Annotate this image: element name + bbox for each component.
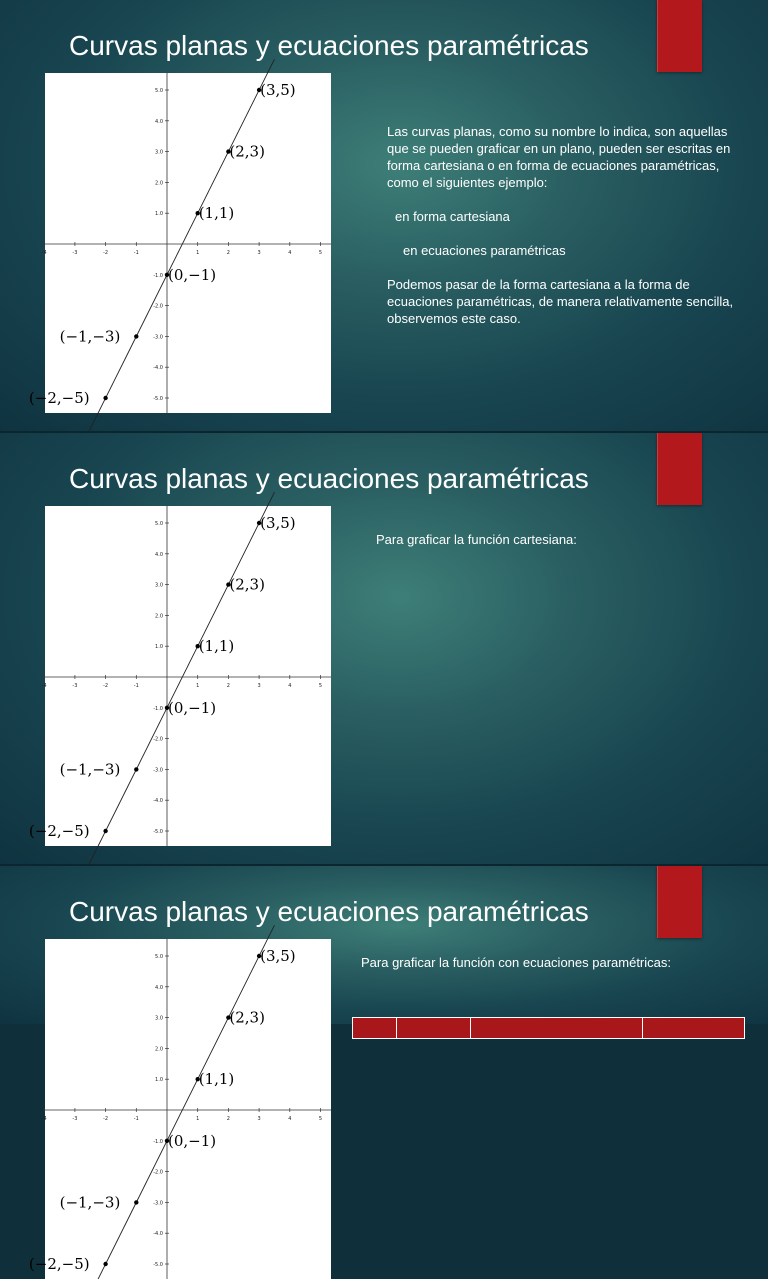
slide-body (387, 123, 737, 327)
table-cell (643, 1018, 744, 1038)
y-tick-label: 5.0 (155, 521, 163, 527)
point-label: (3,5) (260, 514, 296, 532)
red-accent-bar (657, 0, 702, 72)
x-tick-label: -3 (72, 250, 78, 256)
data-point (134, 334, 138, 338)
data-point (134, 1200, 138, 1204)
y-tick-label: 2.0 (155, 1046, 163, 1053)
conversion-paragraph: Podemos pasar de la forma cartesiana a la forma de ecuaciones paramétricas, de manera relativamente sencilla, observemos este caso. (387, 277, 734, 326)
x-tick-label: 2 (226, 1116, 230, 1122)
table-cell (353, 1018, 397, 1038)
x-tick-label: 5 (318, 683, 323, 689)
function-line (87, 925, 274, 1279)
data-point (134, 767, 138, 771)
data-point (103, 1262, 107, 1266)
slide-title: Curvas planas y ecuaciones paramétricas (69, 896, 589, 927)
point-label: (−2,−5) (28, 389, 90, 407)
y-tick-label: 1.0 (155, 211, 163, 218)
y-tick-label: -4.0 (153, 798, 163, 805)
x-tick-label: -2 (103, 1116, 109, 1122)
point-label: (3,5) (260, 947, 296, 965)
point-label: (0,−1) (168, 698, 217, 717)
point-label: (0,−1) (168, 1131, 217, 1150)
graph-svg (28, 506, 331, 846)
function-line (87, 59, 274, 435)
y-tick-label: -3.0 (153, 1200, 163, 1207)
x-tick-label: 3 (257, 1116, 261, 1122)
y-tick-label: -5.0 (153, 1262, 163, 1268)
parametric-form-line: en ecuaciones paramétricas (403, 243, 566, 258)
point-label: (2,3) (229, 575, 265, 594)
function-line (87, 492, 274, 868)
point-label: (1,1) (198, 204, 235, 223)
red-accent-bar (657, 866, 702, 938)
cartesian-form-line: en forma cartesiana (395, 209, 510, 224)
red-accent-bar (657, 433, 702, 505)
slide-body (376, 531, 577, 548)
point-label: (−1,−3) (59, 1193, 121, 1212)
line-graph (28, 73, 331, 413)
x-tick-label: 1 (196, 683, 200, 689)
x-tick-label: -1 (133, 1116, 139, 1122)
line-graph (28, 939, 331, 1279)
cartesian-intro: Para graficar la función cartesiana: (376, 532, 577, 547)
x-tick-label: -3 (72, 1116, 78, 1122)
x-tick-label: 2 (226, 250, 230, 256)
graph-svg (28, 939, 331, 1279)
graph-svg (28, 73, 331, 413)
y-tick-label: 3.0 (155, 1015, 163, 1022)
x-tick-label: -4 (41, 1116, 47, 1122)
point-label: (−2,−5) (28, 822, 90, 840)
x-tick-label: -2 (103, 683, 109, 689)
point-label: (1,1) (198, 637, 235, 656)
slide-1 (0, 0, 768, 433)
slide-2 (0, 433, 768, 866)
x-tick-label: 4 (288, 250, 292, 256)
point-label: (−2,−5) (28, 1255, 90, 1273)
y-tick-label: 4.0 (155, 118, 163, 125)
y-tick-label: -3.0 (153, 767, 163, 774)
x-tick-label: 2 (226, 683, 230, 689)
x-tick-label: 3 (257, 250, 261, 256)
x-tick-label: 4 (288, 683, 292, 689)
table-cell (397, 1018, 471, 1038)
y-tick-label: 2.0 (155, 180, 163, 187)
x-tick-label: 5 (318, 1116, 323, 1122)
data-point (103, 829, 107, 833)
y-tick-label: -5.0 (153, 396, 163, 402)
x-tick-label: 1 (196, 1116, 200, 1122)
slide-title: Curvas planas y ecuaciones paramétricas (69, 30, 589, 61)
x-tick-label: -2 (103, 250, 109, 256)
y-tick-label: 2.0 (155, 613, 163, 620)
data-point (103, 396, 107, 400)
y-tick-label: 4.0 (155, 551, 163, 558)
y-tick-label: -3.0 (153, 334, 163, 341)
y-tick-label: 3.0 (155, 582, 163, 589)
point-label: (0,−1) (168, 265, 217, 284)
y-tick-label: 3.0 (155, 149, 163, 156)
x-tick-label: -1 (133, 250, 139, 256)
y-tick-label: -2.0 (153, 1169, 163, 1176)
x-tick-label: 3 (257, 683, 261, 689)
x-tick-label: -3 (72, 683, 78, 689)
y-tick-label: -1.0 (153, 1138, 163, 1145)
x-tick-label: 5 (318, 250, 323, 256)
line-graph (28, 506, 331, 846)
x-tick-label: -4 (41, 250, 47, 256)
slide-title: Curvas planas y ecuaciones paramétricas (69, 463, 589, 494)
y-tick-label: -2.0 (153, 303, 163, 310)
y-tick-label: 5.0 (155, 954, 163, 960)
y-tick-label: -2.0 (153, 736, 163, 743)
point-label: (−1,−3) (59, 327, 121, 346)
point-label: (1,1) (198, 1070, 235, 1089)
parametric-intro: Para graficar la función con ecuaciones paramétricas: (361, 955, 671, 970)
y-tick-label: 5.0 (155, 88, 163, 94)
y-tick-label: 1.0 (155, 1077, 163, 1084)
slide-3 (0, 866, 768, 1273)
point-label: (2,3) (229, 142, 265, 161)
y-tick-label: -1.0 (153, 272, 163, 279)
y-tick-label: -1.0 (153, 705, 163, 712)
y-tick-label: 4.0 (155, 984, 163, 991)
x-tick-label: 4 (288, 1116, 292, 1122)
slide-body (361, 954, 671, 971)
x-tick-label: -4 (41, 683, 47, 689)
point-label: (2,3) (229, 1008, 265, 1027)
intro-paragraph: Las curvas planas, como su nombre lo indica, son aquellas que se pueden graficar en un plano, pueden ser escritas en forma cartesiana o en forma de ecuaciones paramétricas, como el siguientes ejemplo: (387, 124, 731, 190)
y-tick-label: -4.0 (153, 365, 163, 372)
x-tick-label: -1 (133, 683, 139, 689)
y-tick-label: -4.0 (153, 1231, 163, 1238)
values-table-header (352, 1017, 745, 1039)
point-label: (3,5) (260, 81, 296, 99)
table-cell (471, 1018, 643, 1038)
y-tick-label: 1.0 (155, 644, 163, 651)
point-label: (−1,−3) (59, 760, 121, 779)
y-tick-label: -5.0 (153, 829, 163, 835)
x-tick-label: 1 (196, 250, 200, 256)
